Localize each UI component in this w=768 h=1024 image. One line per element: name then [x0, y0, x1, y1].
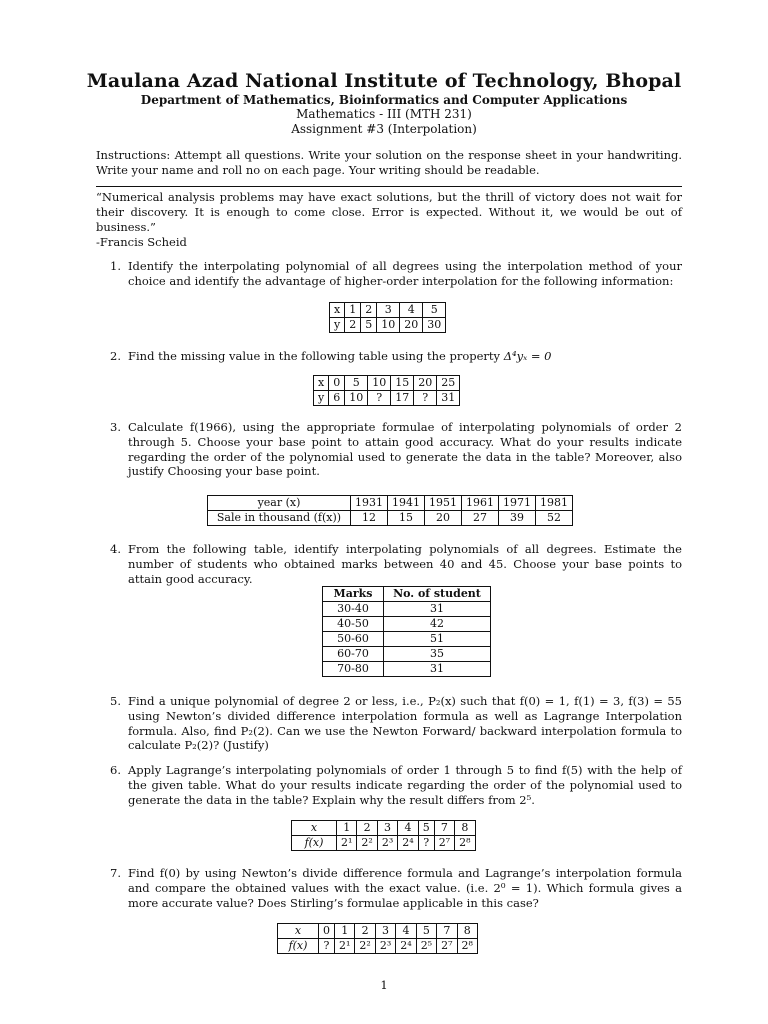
institute-title: Maulana Azad National Institute of Technology, Bhopal [86, 70, 682, 92]
table-cell: 7 [437, 924, 457, 939]
row-label: x [314, 376, 329, 391]
table-cell: 4 [400, 303, 423, 318]
question-number: 4. [110, 542, 121, 556]
row-label: y [330, 318, 345, 333]
question-number: 1. [110, 259, 121, 273]
table-cell: 35 [384, 647, 491, 662]
question-number: 6. [110, 763, 121, 777]
row-label: Sale in thousand (f(x)) [208, 511, 351, 526]
question-text: From the following table, identify interpolating polynomials of all degrees. Estimate the number of students who obtained marks between 40 and 45. Choose your base points to attain good accuracy. [128, 542, 682, 586]
table-cell: 1931 [351, 496, 388, 511]
table-cell: 27 [462, 511, 499, 526]
column-header: Marks [323, 587, 384, 602]
question-text: Find a unique polynomial of degree 2 or less, i.e., P₂(x) such that f(0) = 1, f(1) = 3, f(3) = 55 using Newton’s divided difference interpolation formula as well as Lagrange Interpolation formula. Also, find P₂(2). Can we use the Newton Forward/ backward interpolation formula to calculate P₂(2)? (Justify) [128, 694, 682, 753]
q2-table [313, 375, 460, 406]
table-cell: 15 [391, 376, 414, 391]
table-cell: 2 [357, 821, 377, 836]
q3-table [207, 495, 573, 526]
table-cell: 12 [351, 511, 388, 526]
table-cell: 2 [355, 924, 375, 939]
question-text: Calculate f(1966), using the appropriate formulae of interpolating polynomials of order 2 through 5. Choose your base point to attain good accuracy. What do your results indicate regarding the order of the polynomial used to generate the data in the table? Moreover, also justify Choosing your base point. [128, 420, 682, 479]
table-cell: ? [414, 391, 437, 406]
column-header: No. of student [384, 587, 491, 602]
table-cell: 2³ [377, 836, 397, 851]
quote-block [96, 190, 682, 250]
table-cell: 5 [423, 303, 446, 318]
divider [96, 186, 682, 187]
table-cell: 2² [355, 939, 375, 954]
table-cell: 1971 [499, 496, 536, 511]
table-cell: 5 [418, 821, 434, 836]
table-cell: 10 [368, 376, 391, 391]
question-number: 3. [110, 420, 121, 434]
table-cell: 10 [377, 318, 400, 333]
table-cell: 40-50 [323, 617, 384, 632]
table-cell: 1961 [462, 496, 499, 511]
question-4 [110, 542, 682, 586]
table-cell: 60-70 [323, 647, 384, 662]
question-number: 7. [110, 866, 121, 880]
table-cell: 10 [345, 391, 368, 406]
question-text: Apply Lagrange’s interpolating polynomials of order 1 through 5 to find f(5) with the help of the given table. What do your results indicate regarding the order of the polynomial used to generate the data in the table? Explain why the result differs from 2⁵. [128, 763, 682, 807]
row-label: year (x) [208, 496, 351, 511]
table-cell: 1 [335, 924, 355, 939]
row-label: y [314, 391, 329, 406]
table-cell: 2¹ [335, 939, 355, 954]
table-cell: ? [418, 836, 434, 851]
table-cell: 5 [416, 924, 436, 939]
question-5 [110, 694, 682, 753]
table-cell: 20 [425, 511, 462, 526]
table-cell: 5 [361, 318, 377, 333]
table-cell: 52 [536, 511, 573, 526]
table-cell: 31 [384, 662, 491, 677]
table-cell: 1941 [388, 496, 425, 511]
table-cell: 51 [384, 632, 491, 647]
q1-table [329, 302, 446, 333]
table-cell: 7 [434, 821, 454, 836]
course-name: Mathematics - III (MTH 231) [296, 107, 472, 121]
question-text: Find f(0) by using Newton’s divide difference formula and Lagrange’s interpolation formula and compare the obtained values with the exact value. (i.e. 2⁰ = 1). Which formula gives a more accurate value? Does Stirling’s formulae applicable in this case? [128, 866, 682, 910]
table-cell: 6 [329, 391, 345, 406]
table-cell: 1 [337, 821, 357, 836]
table-cell: 2⁷ [434, 836, 454, 851]
table-cell: 2⁴ [398, 836, 418, 851]
question-1 [110, 259, 682, 289]
table-cell: 70-80 [323, 662, 384, 677]
assignment-title: Assignment #3 (Interpolation) [291, 122, 477, 136]
table-cell: 2⁸ [457, 939, 477, 954]
table-cell: 1951 [425, 496, 462, 511]
table-cell: 2² [357, 836, 377, 851]
question-text: Identify the interpolating polynomial of all degrees using the interpolation method of your choice and identify the advantage of higher-order interpolation for the following information: [128, 259, 682, 288]
q4-table [322, 586, 491, 677]
row-label: f(x) [292, 836, 337, 851]
table-cell: 1 [345, 303, 361, 318]
table-cell: 2 [361, 303, 377, 318]
table-cell: 8 [455, 821, 475, 836]
table-cell: 8 [457, 924, 477, 939]
table-cell: 31 [384, 602, 491, 617]
table-cell: 2⁷ [437, 939, 457, 954]
table-cell: 1981 [536, 496, 573, 511]
table-cell: 31 [437, 391, 460, 406]
table-cell: 4 [396, 924, 416, 939]
table-cell: ? [368, 391, 391, 406]
table-cell: 3 [377, 821, 397, 836]
table-cell: 20 [414, 376, 437, 391]
table-cell: 30 [423, 318, 446, 333]
table-cell: 15 [388, 511, 425, 526]
row-label: x [330, 303, 345, 318]
question-6 [110, 763, 682, 807]
table-cell: 17 [391, 391, 414, 406]
table-cell: 39 [499, 511, 536, 526]
department-name: Department of Mathematics, Bioinformatics and Computer Applications [140, 93, 628, 107]
table-cell: 3 [375, 924, 395, 939]
q7-table [277, 923, 478, 954]
page-number: 1 [380, 978, 388, 992]
table-cell: 25 [437, 376, 460, 391]
table-cell: ? [319, 939, 335, 954]
question-text-prefix: Find the missing value in the following table using the property [128, 349, 504, 363]
row-label: x [292, 821, 337, 836]
table-cell: 3 [377, 303, 400, 318]
table-cell: 2³ [375, 939, 395, 954]
row-label: x [278, 924, 319, 939]
table-cell: 42 [384, 617, 491, 632]
table-cell: 2⁴ [396, 939, 416, 954]
question-7 [110, 866, 682, 910]
table-cell: 2¹ [337, 836, 357, 851]
question-number: 2. [110, 349, 121, 363]
q6-table [291, 820, 476, 851]
question-text [128, 349, 682, 364]
question-3 [110, 420, 682, 479]
quote-author: -Francis Scheid [96, 235, 187, 249]
table-cell: 2⁵ [416, 939, 436, 954]
table-cell: 30-40 [323, 602, 384, 617]
table-cell: 0 [319, 924, 335, 939]
math-expression: Δ⁴yₓ = 0 [503, 349, 552, 363]
table-cell: 0 [329, 376, 345, 391]
quote-text: “Numerical analysis problems may have exact solutions, but the thrill of victory does not wait for their discovery. It is enough to come close. Error is expected. Without it, we would be out of business.” [96, 190, 682, 234]
table-cell: 2⁸ [455, 836, 475, 851]
table-cell: 50-60 [323, 632, 384, 647]
question-number: 5. [110, 694, 121, 708]
table-cell: 20 [400, 318, 423, 333]
row-label: f(x) [278, 939, 319, 954]
instructions: Instructions: Attempt all questions. Write your solution on the response sheet in your handwriting. Write your name and roll no on each page. Your writing should be readable. [96, 148, 682, 177]
table-cell: 2 [345, 318, 361, 333]
question-2 [110, 349, 682, 364]
table-cell: 4 [398, 821, 418, 836]
table-cell: 5 [345, 376, 368, 391]
